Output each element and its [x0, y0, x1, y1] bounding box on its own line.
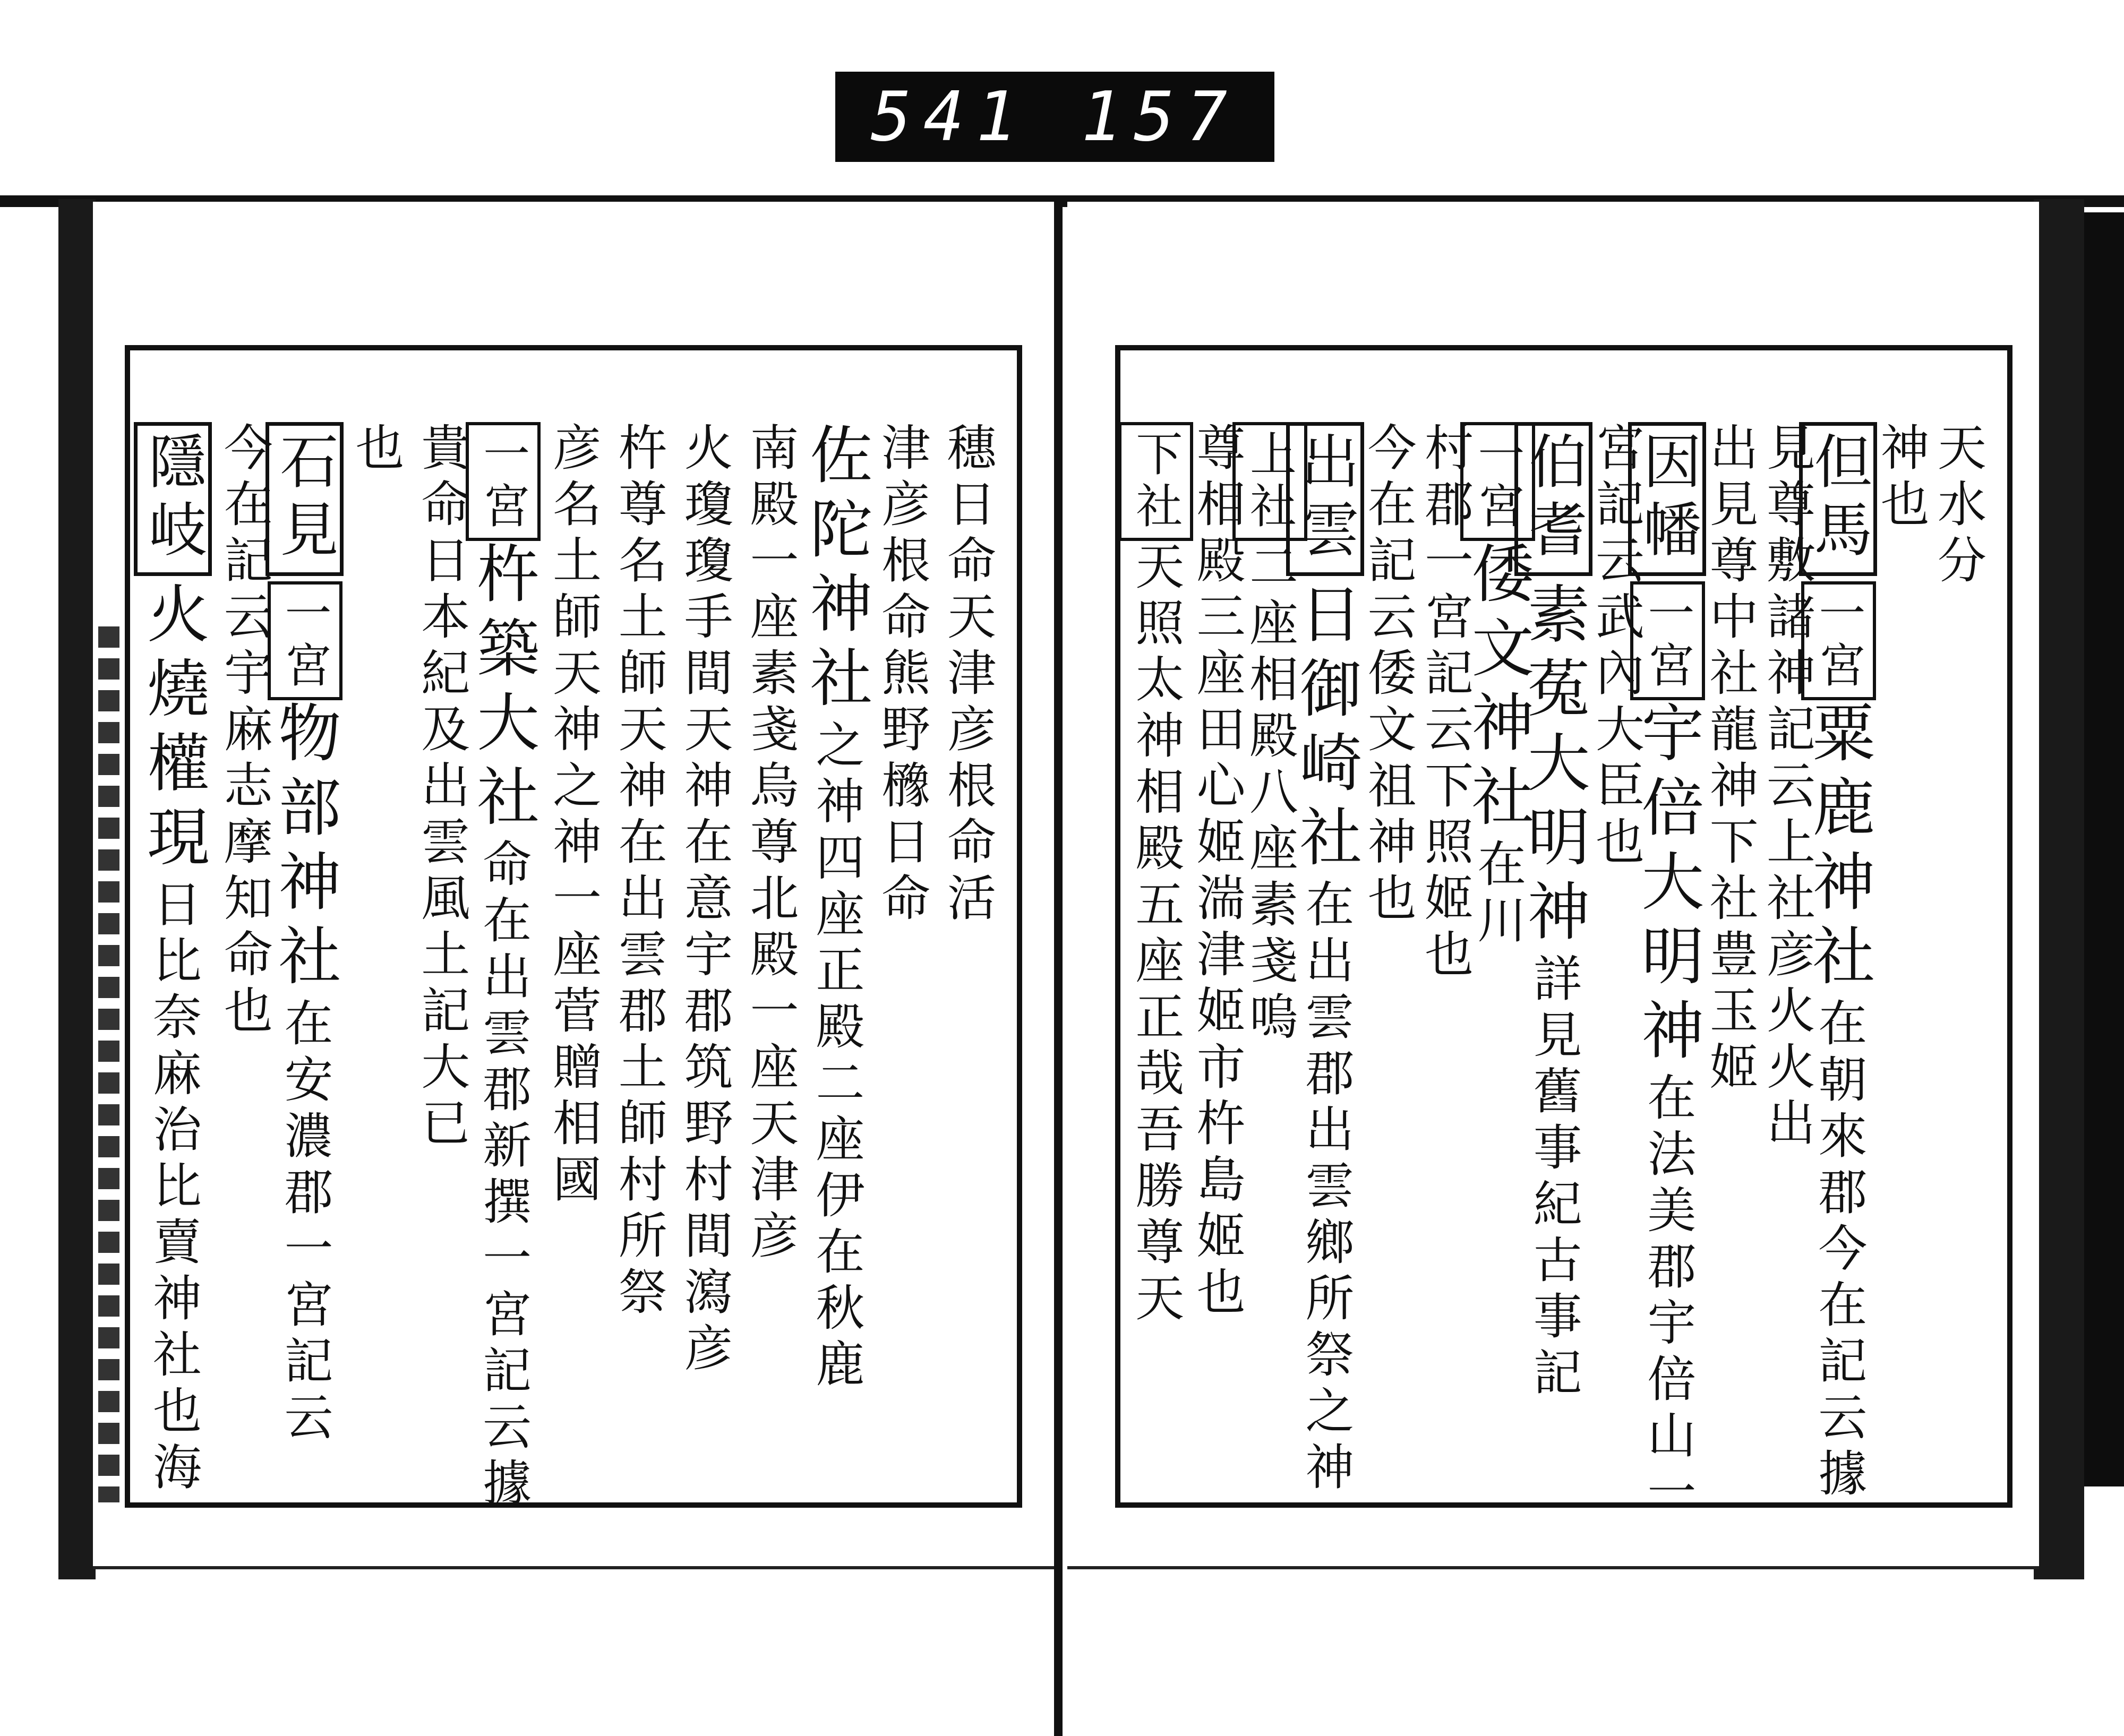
column-text: 命: [475, 838, 532, 895]
text-column: [211, 422, 278, 1041]
annotation-text: 在安濃郡一宮記云: [276, 998, 333, 1448]
column-text: 火瓊瓊手間天神在意宇郡筑野村間瀉彦: [676, 422, 733, 1379]
text-column: [737, 422, 803, 1266]
shrine-name: 火燒權現: [136, 581, 210, 879]
annotation-text: 在出雲郡新撰一宮記云據: [475, 895, 532, 1514]
text-column: [268, 422, 344, 1448]
annotation-text: 詳見舊事紀古事記: [1525, 953, 1582, 1403]
text-column: [1289, 422, 1364, 1498]
column-text: 今在記云宇麻志摩知命也: [216, 422, 273, 1041]
column-text: 貴命日本紀及出雲風土記大已: [413, 422, 470, 1154]
shrine-name: 倭文神社: [1461, 541, 1535, 838]
province-title: 伯耆: [1514, 422, 1592, 576]
text-column: [342, 422, 409, 478]
text-column: [1461, 422, 1535, 951]
text-column: [1127, 422, 1193, 1329]
shrine-name: 素菟大明神: [1517, 581, 1590, 953]
column-text: 天水分: [1930, 422, 1986, 591]
ichinomiya-label: 一宮: [1460, 422, 1535, 541]
column-text: 神也: [1872, 422, 1930, 535]
column-text: 天照太神相殿五座正哉吾勝尊天: [1127, 541, 1185, 1329]
text-column: [1583, 422, 1649, 872]
right-text-frame: [1115, 345, 2012, 1522]
text-column: [466, 422, 541, 1514]
text-column: [136, 422, 212, 1498]
ichinomiya-label: 一宮: [466, 422, 541, 541]
shrine-name: 物部神社: [268, 700, 341, 998]
province-title: 石見: [266, 422, 344, 576]
text-column: [1802, 422, 1877, 1504]
text-column: [408, 422, 475, 1154]
annotation-text: 日比奈麻治比賣神社也海: [144, 879, 202, 1498]
text-column: [1355, 422, 1421, 929]
shrine-name: 宇倍大明神: [1631, 700, 1705, 1072]
text-column: [1697, 422, 1763, 1097]
shrine-section-label: 下社: [1118, 422, 1193, 541]
column-text: 穗日命天津彦根命活: [939, 422, 996, 929]
annotation-text: 在朝來郡今在記云據: [1810, 998, 1868, 1504]
column-text: 也: [347, 422, 405, 478]
column-text: 尊相殿三座田心姬湍津姬市杵島姬也: [1188, 422, 1246, 1322]
left-text-frame: [125, 345, 1022, 1514]
column-text: 見尊敷諸神記云上社彦火火出: [1759, 422, 1815, 1154]
column-text: 津彦根命熊野櫲日命: [873, 422, 931, 929]
annotation-text: 在川: [1469, 838, 1527, 951]
column-text: 宮記云武內大臣也: [1588, 422, 1645, 872]
annotation-text: 在法美郡宇倍山一: [1639, 1072, 1697, 1522]
column-text: 出見尊中社龍神下社豊玉姬: [1701, 422, 1759, 1097]
province-title: 因幡: [1628, 422, 1706, 576]
text-column: [1754, 422, 1820, 1154]
text-column: [1517, 422, 1592, 1403]
province-title: 但馬: [1799, 422, 1877, 576]
ichinomiya-label: 一宮: [1630, 581, 1705, 700]
shrine-name: 杵築大社: [466, 541, 540, 838]
book-left-edge: [58, 199, 96, 1579]
text-column: [1241, 422, 1307, 1047]
ichinomiya-label: 一宮: [1801, 581, 1876, 700]
text-column: [606, 422, 672, 1322]
text-column: [1412, 422, 1478, 985]
book-right-edge-outer: [2084, 212, 2124, 1486]
shrine-section-label: 上社: [1232, 422, 1307, 541]
column-text: 今在記云倭文祖神也: [1359, 422, 1417, 929]
column-text: 村郡一宮記云下照姬也: [1417, 422, 1474, 985]
text-column: [1184, 422, 1251, 1322]
book-right-edge: [2034, 199, 2084, 1579]
book-gutter: [1054, 196, 1063, 1736]
text-column: [540, 422, 606, 1210]
text-column: [869, 422, 935, 929]
ichinomiya-label: 一宮: [268, 581, 342, 700]
column-text: 彦名土師天神之神一座菅贈相國: [544, 422, 602, 1210]
shrine-name: 佐陀神社: [799, 422, 873, 719]
column-text: 南殿一座素戔烏尊北殿一座天津彦: [742, 422, 799, 1266]
text-column: [672, 422, 738, 1379]
catalog-label: [835, 72, 1274, 162]
column-text: 二座相殿八座: [1241, 541, 1298, 879]
text-column: [1925, 422, 1991, 591]
column-text: 之神四座正殿二座伊: [808, 719, 865, 1226]
column-text: 杵尊名土師天神在出雲郡土師村所祭: [610, 422, 667, 1322]
left-margin-text: [98, 626, 119, 1502]
text-column: [1868, 422, 1934, 535]
text-column: [935, 422, 1001, 929]
province-title: 隱岐: [134, 422, 212, 576]
column-text-continued: 素戔嗚: [1241, 879, 1298, 1047]
province-title: 出雲: [1286, 422, 1364, 576]
annotation-text: 在秋鹿: [808, 1226, 865, 1395]
text-column: [799, 422, 873, 1395]
text-column: [1631, 422, 1706, 1522]
annotation-text: 在出雲郡出雲鄉所祭之神: [1297, 879, 1355, 1498]
shrine-name: 粟鹿神社: [1802, 700, 1875, 998]
catalog-number: 541 157: [870, 77, 1239, 157]
shrine-name: 日御崎社: [1289, 581, 1363, 879]
